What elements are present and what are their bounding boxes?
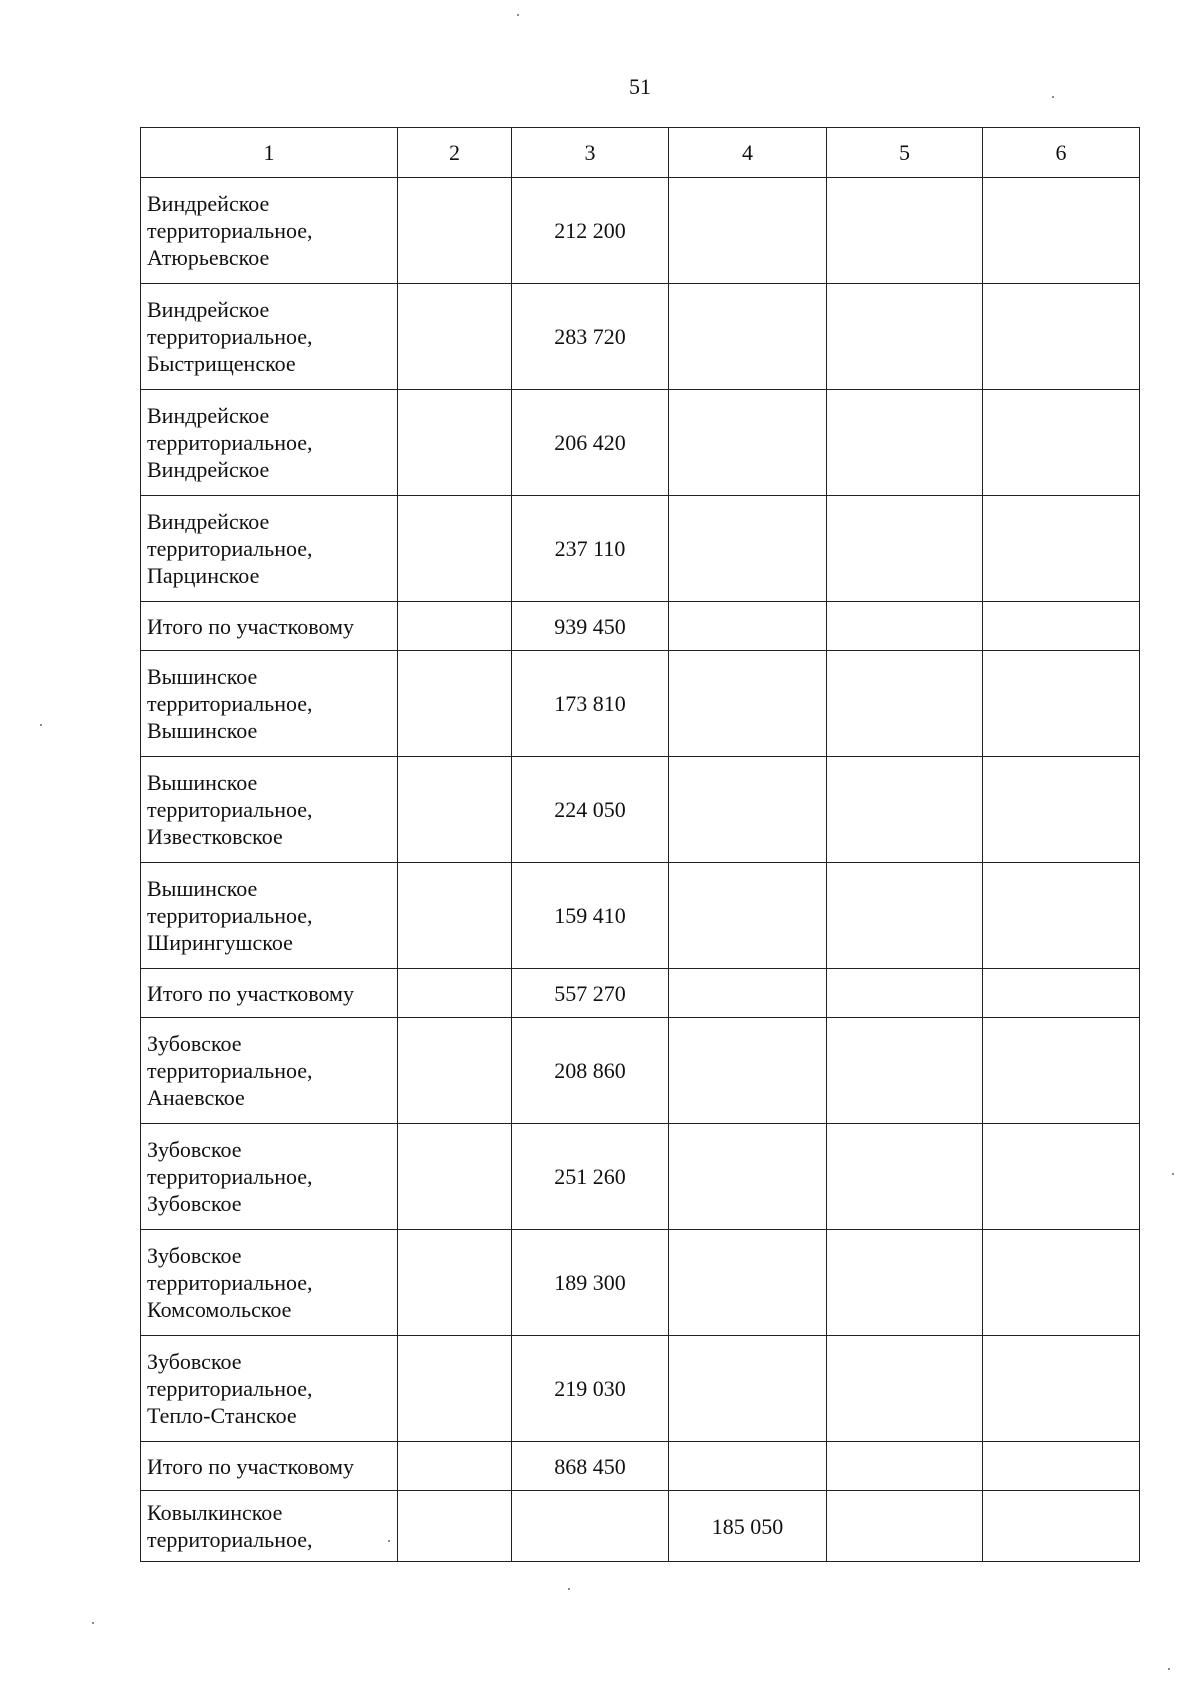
column-header: 5	[827, 128, 983, 178]
name-line: территориальное,	[147, 1058, 313, 1083]
table-header-row	[141, 128, 1140, 178]
col5-cell	[827, 496, 983, 602]
col6-cell	[983, 1491, 1140, 1562]
subtotal-row	[141, 969, 1140, 1018]
col6-cell	[983, 1442, 1140, 1491]
name-cell	[141, 178, 398, 284]
name-line: территориальное,	[147, 1164, 313, 1189]
col4-cell	[669, 178, 827, 284]
col2-cell	[398, 1018, 512, 1124]
col4-cell	[669, 1124, 827, 1230]
col4-cell	[669, 602, 827, 651]
col3-cell: 224 050	[512, 757, 669, 863]
name-cell	[141, 651, 398, 757]
name-line: Итого по участковому	[147, 613, 354, 639]
name-line: Вышинское	[147, 770, 258, 795]
subtotal-row	[141, 602, 1140, 651]
col5-cell	[827, 602, 983, 651]
name-line: Зубовское	[147, 1191, 242, 1216]
name-line: территориальное,	[147, 324, 313, 349]
col3-cell: 219 030	[512, 1336, 669, 1442]
col3-cell: 939 450	[512, 602, 669, 651]
name-line: Зубовское	[147, 1031, 242, 1056]
col2-cell	[398, 178, 512, 284]
column-header: 1	[141, 128, 398, 178]
col5-cell	[827, 757, 983, 863]
table-row	[141, 757, 1140, 863]
name-cell	[141, 284, 398, 390]
table-row	[141, 1336, 1140, 1442]
col5-cell	[827, 1124, 983, 1230]
name-line: Зубовское	[147, 1137, 242, 1162]
col4-cell	[669, 390, 827, 496]
col4-cell	[669, 757, 827, 863]
name-line: территориальное,	[147, 1270, 313, 1295]
name-cell	[141, 390, 398, 496]
col5-cell	[827, 1336, 983, 1442]
name-cell	[141, 602, 398, 651]
column-header: 2	[398, 128, 512, 178]
page-number: 51	[629, 74, 651, 99]
name-cell	[141, 496, 398, 602]
col4-cell	[669, 1230, 827, 1336]
name-line: Итого по участковому	[147, 980, 354, 1006]
name-cell	[141, 1336, 398, 1442]
name-line: территориальное,	[147, 536, 313, 561]
subtotal-row	[141, 1442, 1140, 1491]
col5-cell	[827, 1230, 983, 1336]
name-line: территориальное,	[147, 691, 313, 716]
column-header: 6	[983, 128, 1140, 178]
col3-cell: 237 110	[512, 496, 669, 602]
table-row	[141, 1124, 1140, 1230]
col5-cell	[827, 284, 983, 390]
name-line: Вышинское	[147, 876, 258, 901]
col5-cell	[827, 863, 983, 969]
col6-cell	[983, 178, 1140, 284]
col6-cell	[983, 1018, 1140, 1124]
col4-cell	[669, 651, 827, 757]
name-line: территориальное,	[147, 1527, 313, 1552]
col3-cell: 173 810	[512, 651, 669, 757]
col6-cell	[983, 651, 1140, 757]
col2-cell	[398, 1442, 512, 1491]
col5-cell	[827, 1018, 983, 1124]
col4-cell	[669, 496, 827, 602]
col5-cell	[827, 178, 983, 284]
col3-cell: 212 200	[512, 178, 669, 284]
col4-cell	[669, 1336, 827, 1442]
name-line: территориальное,	[147, 903, 313, 928]
table-row	[141, 651, 1140, 757]
col3-cell: 206 420	[512, 390, 669, 496]
col2-cell	[398, 1230, 512, 1336]
column-header: 3	[512, 128, 669, 178]
name-line: Комсомольское	[147, 1297, 292, 1322]
name-line: территориальное,	[147, 1376, 313, 1401]
name-cell	[141, 1124, 398, 1230]
name-cell	[141, 1442, 398, 1491]
name-line: Парцинское	[147, 563, 260, 588]
col2-cell	[398, 969, 512, 1018]
col2-cell	[398, 651, 512, 757]
name-cell	[141, 863, 398, 969]
col2-cell	[398, 1336, 512, 1442]
name-line: Известковское	[147, 824, 283, 849]
table-row	[141, 390, 1140, 496]
name-line: территориальное,	[147, 218, 313, 243]
name-line: территориальное,	[147, 797, 313, 822]
col3-cell: 159 410	[512, 863, 669, 969]
col4-cell: 185 050	[669, 1491, 827, 1562]
name-line: Тепло-Станское	[147, 1403, 297, 1428]
table-row	[141, 1230, 1140, 1336]
name-line: Виндрейское	[147, 403, 270, 428]
name-line: Атюрьевское	[147, 245, 270, 270]
name-cell	[141, 1230, 398, 1336]
scan-speck	[92, 1622, 94, 1624]
name-line: Виндрейское	[147, 297, 270, 322]
col2-cell	[398, 496, 512, 602]
scan-speck	[568, 1588, 570, 1590]
col4-cell	[669, 1018, 827, 1124]
name-line: Итого по участковому	[147, 1453, 354, 1479]
name-line: Зубовское	[147, 1349, 242, 1374]
col6-cell	[983, 969, 1140, 1018]
name-line: территориальное,	[147, 430, 313, 455]
col3-cell: 283 720	[512, 284, 669, 390]
col4-cell	[669, 1442, 827, 1491]
col6-cell	[983, 602, 1140, 651]
col4-cell	[669, 969, 827, 1018]
col2-cell	[398, 284, 512, 390]
col2-cell	[398, 1491, 512, 1562]
name-line: Виндрейское	[147, 457, 270, 482]
scan-speck	[1172, 1173, 1174, 1175]
scan-speck	[517, 14, 519, 16]
data-table	[140, 127, 1140, 1562]
col6-cell	[983, 863, 1140, 969]
name-line: Ширингушское	[147, 930, 293, 955]
name-line: Вышинское	[147, 718, 258, 743]
col6-cell	[983, 1124, 1140, 1230]
column-header: 4	[669, 128, 827, 178]
col2-cell	[398, 1124, 512, 1230]
name-line: Быстрищенское	[147, 351, 296, 376]
col3-cell	[512, 1491, 669, 1562]
col4-cell	[669, 284, 827, 390]
name-line: Зубовское	[147, 1243, 242, 1268]
scan-speck	[1052, 96, 1054, 98]
table-body	[141, 178, 1140, 1562]
col3-cell: 189 300	[512, 1230, 669, 1336]
table-row	[141, 1018, 1140, 1124]
table-row	[141, 284, 1140, 390]
col2-cell	[398, 390, 512, 496]
name-cell	[141, 1491, 398, 1562]
col5-cell	[827, 651, 983, 757]
col5-cell	[827, 969, 983, 1018]
name-line: Вышинское	[147, 664, 258, 689]
col6-cell	[983, 496, 1140, 602]
scan-speck	[40, 724, 42, 726]
name-cell	[141, 1018, 398, 1124]
col5-cell	[827, 1491, 983, 1562]
col3-cell: 868 450	[512, 1442, 669, 1491]
col6-cell	[983, 390, 1140, 496]
col3-cell: 557 270	[512, 969, 669, 1018]
col6-cell	[983, 757, 1140, 863]
col6-cell	[983, 1336, 1140, 1442]
col3-cell: 251 260	[512, 1124, 669, 1230]
table-row	[141, 1491, 1140, 1562]
col6-cell	[983, 284, 1140, 390]
table-row	[141, 178, 1140, 284]
col5-cell	[827, 1442, 983, 1491]
col2-cell	[398, 757, 512, 863]
name-line: Анаевское	[147, 1085, 245, 1110]
table-row	[141, 496, 1140, 602]
col2-cell	[398, 863, 512, 969]
col5-cell	[827, 390, 983, 496]
name-line: Виндрейское	[147, 191, 270, 216]
table-row	[141, 863, 1140, 969]
name-line: Виндрейское	[147, 509, 270, 534]
col6-cell	[983, 1230, 1140, 1336]
col4-cell	[669, 863, 827, 969]
scan-speck	[388, 1540, 390, 1542]
scan-speck	[1168, 1668, 1170, 1670]
col2-cell	[398, 602, 512, 651]
name-cell	[141, 757, 398, 863]
name-cell	[141, 969, 398, 1018]
col3-cell: 208 860	[512, 1018, 669, 1124]
name-line: Ковылкинское	[147, 1500, 283, 1525]
